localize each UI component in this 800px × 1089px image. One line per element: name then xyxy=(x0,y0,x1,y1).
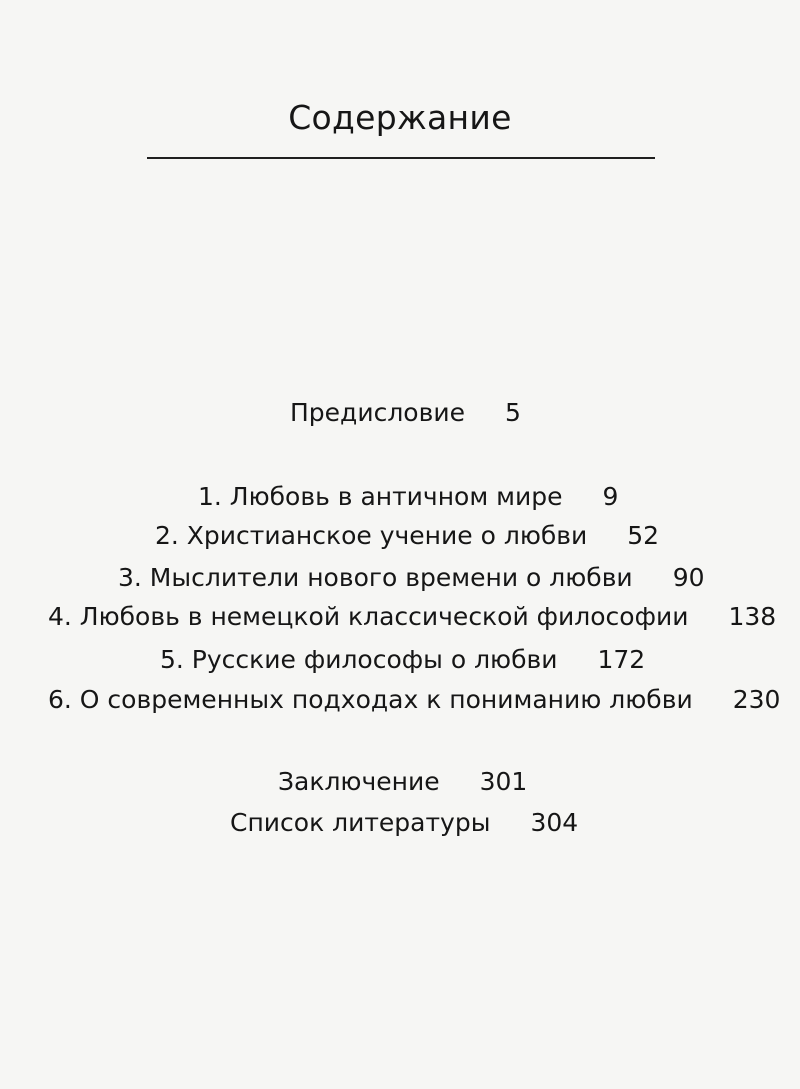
toc-entry-page: 52 xyxy=(627,521,660,550)
toc-entry-title: Предисловие xyxy=(290,398,465,427)
page-title: Содержание xyxy=(288,98,512,137)
toc-entry-title: 5. Русские философы о любви xyxy=(160,645,558,674)
toc-entry-chapter-4 xyxy=(48,602,776,631)
toc-entry-page: 301 xyxy=(479,767,528,796)
toc-entry-chapter-5 xyxy=(160,645,645,674)
toc-entry-title: 3. Мыслители нового времени о любви xyxy=(118,563,633,592)
toc-entry-title: Заключение xyxy=(278,767,440,796)
toc-entry-page: 90 xyxy=(672,563,705,592)
toc-entry-chapter-1 xyxy=(198,482,618,511)
toc-entry-title: 2. Христианское учение о любви xyxy=(155,521,588,550)
title-underline xyxy=(147,157,655,159)
toc-entry-bibliography xyxy=(230,808,578,837)
toc-entry-page: 138 xyxy=(728,602,777,631)
toc-entry-title: Список литературы xyxy=(230,808,491,837)
toc-entry-title: 6. О современных подходах к пониманию любви xyxy=(48,685,693,714)
toc-entry-page: 172 xyxy=(597,645,646,674)
toc-entry-page: 304 xyxy=(530,808,579,837)
toc-entry-page: 5 xyxy=(504,398,521,427)
toc-entry-conclusion xyxy=(278,767,527,796)
toc-entry-title: 4. Любовь в немецкой классической философии xyxy=(48,602,689,631)
toc-entry-page: 9 xyxy=(602,482,619,511)
toc-entry-page: 230 xyxy=(732,685,781,714)
toc-entry-preface xyxy=(290,398,521,427)
toc-entry-chapter-6 xyxy=(48,685,780,714)
toc-entry-chapter-2 xyxy=(155,521,659,550)
toc-entry-chapter-3 xyxy=(118,563,705,592)
toc-entry-title: 1. Любовь в античном мире xyxy=(198,482,563,511)
